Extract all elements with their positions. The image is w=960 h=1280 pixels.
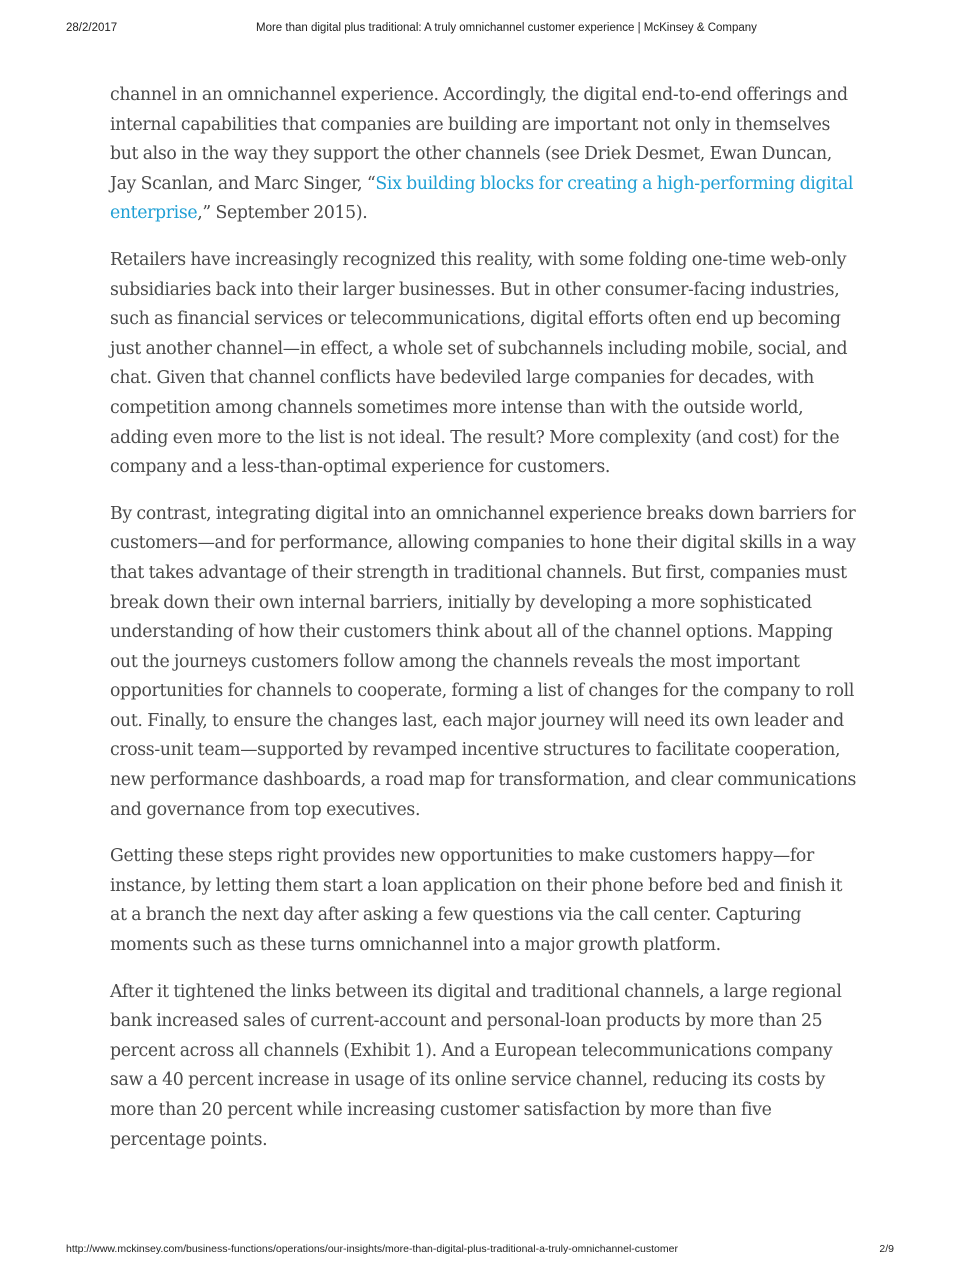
print-header <box>66 22 894 38</box>
article-body <box>110 81 860 1172</box>
print-page-title: More than digital plus traditional: A truly omnichannel customer experience | McKinsey & Company <box>256 22 757 34</box>
paragraph-5: After it tightened the links between its digital and traditional channels, a large regional bank increased sales of current-account and personal-loan products by more than 25 percent across all channels (Exhibit 1). And a European telecommunications company saw a 40 percent increase in usage of its online service channel, reducing its costs by more than 20 percent while increasing customer satisfaction by more than five percentage points. <box>110 981 842 1150</box>
paragraph-3: By contrast, integrating digital into an omnichannel experience breaks down barriers for customers—and for performance, allowing companies to hone their digital skills in a way that takes advantage of their strength in traditional channels. But first, companies must break down their own internal barriers, initially by developing a more sophisticated understanding of how their customers think about all of the channel options. Mapping out the journeys customers follow among the channels reveals the most important opportunities for channels to cooperate, forming a list of changes for the company to roll out. Finally, to ensure the changes last, each major journey will need its own leader and cross-unit team—supported by revamped incentive structures to facilitate cooperation, new performance dashboards, a road map for transformation, and clear communications and governance from top executives. <box>110 503 857 820</box>
print-footer <box>66 1243 894 1259</box>
six-building-blocks-link[interactable]: Six building blocks for creating a high-performing digital enterprise <box>110 173 854 224</box>
paragraph-1-text-after: ,” September 2015). <box>197 203 368 224</box>
paragraph-4: Getting these steps right provides new opportunities to make customers happy—for instance, by letting them start a loan application on their phone before bed and finish it at a branch the next day after asking a few questions via the call center. Capturing moments such as these turns omnichannel into a major growth platform. <box>110 846 843 956</box>
paragraph-2: Retailers have increasingly recognized this reality, with some folding one-time web-only subsidiaries back into their larger businesses. But in other consumer-facing industries, such as financial services or telecommunications, digital efforts often end up becoming just another channel—in effect, a whole set of subchannels including mobile, social, and chat. Given that channel conflicts have bedeviled large companies for decades, with competition among channels sometimes more intense than with the outside world, adding even more to the list is not ideal. The result? More complexity (and cost) for the company and a less-than-optimal experience for customers. <box>110 249 848 478</box>
page-number: 2/9 <box>879 1243 894 1255</box>
paragraph-1-text-before: channel in an omnichannel experience. Accordingly, the digital end-to-end offerings and internal capabilities that companies are building are important not only in themselves but also in the way they support the other channels (see Driek Desmet, Ewan Duncan, Jay Scanlan, and Marc Singer, “ <box>110 85 848 194</box>
print-url: http://www.mckinsey.com/business-functions/operations/our-insights/more-than-digital-plus-traditional-a-truly-omnichannel-customer <box>66 1243 678 1255</box>
paragraph-1 <box>110 81 860 229</box>
print-date: 28/2/2017 <box>66 22 118 34</box>
